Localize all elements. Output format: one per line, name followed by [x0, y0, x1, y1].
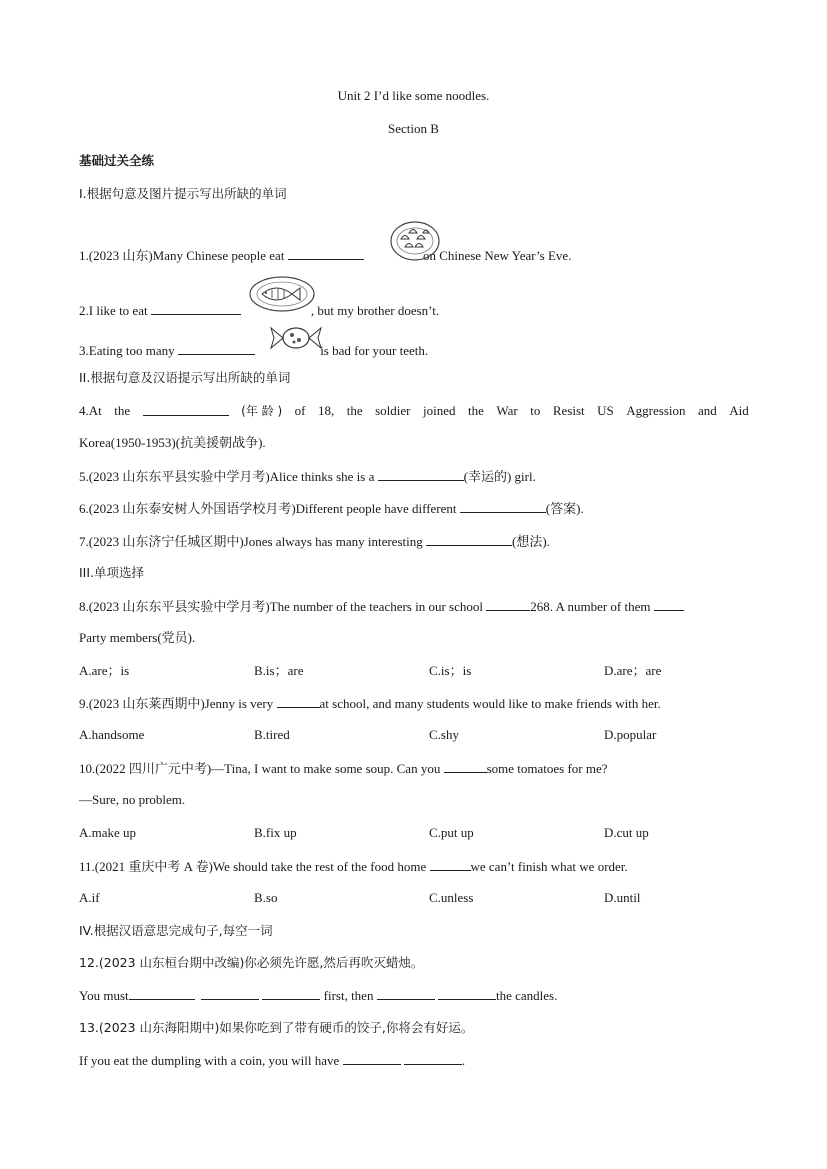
- dumplings-plate-icon: [389, 219, 441, 263]
- q12-blank-2[interactable]: [201, 986, 259, 1000]
- q5-suffix: (幸运的) girl.: [463, 469, 536, 484]
- q2-prefix: 2.I like to eat: [79, 303, 151, 318]
- q10-option-c[interactable]: C.put up: [429, 825, 474, 840]
- question-9: [79, 694, 661, 713]
- question-5: [79, 467, 536, 486]
- question-3: [79, 341, 428, 360]
- question-10: [79, 759, 608, 778]
- question-8-line2: Party members(党员).: [79, 630, 196, 645]
- q4-word: to: [530, 403, 541, 418]
- q6-blank[interactable]: [460, 499, 546, 513]
- question-12-english: [79, 986, 557, 1005]
- q7-prefix: 7.(2023 山东济宁任城区期中)Jones always has many interesting: [79, 534, 426, 549]
- q11-blank[interactable]: [430, 857, 471, 871]
- unit-title: Unit 2 I’d like some noodles.: [337, 88, 490, 103]
- q7-suffix: (想法).: [511, 534, 550, 549]
- q11-option-d[interactable]: D.until: [604, 890, 641, 905]
- question-13-english: [79, 1051, 465, 1070]
- q3-prefix: 3.Eating too many: [79, 343, 178, 358]
- q4-word: the: [468, 403, 484, 418]
- q6-suffix: (答案).: [545, 501, 584, 516]
- q8-blank-2[interactable]: [654, 597, 684, 611]
- q2-suffix: , but my brother doesn’t.: [310, 303, 440, 318]
- q4-word: the: [114, 403, 131, 418]
- part2-heading: II.根据句意及汉语提示写出所缺的单词: [79, 370, 291, 385]
- q9-option-c[interactable]: C.shy: [429, 727, 459, 742]
- q4-word: joined: [423, 403, 456, 418]
- q3-suffix: is bad for your teeth.: [316, 343, 429, 358]
- q1-blank[interactable]: [288, 246, 364, 260]
- q13-blank-1[interactable]: [343, 1051, 401, 1065]
- q12-prefix: You must: [79, 988, 129, 1003]
- q11-option-a[interactable]: A.if: [79, 890, 100, 905]
- q9-suffix: at school, and many students would like to make friends with her.: [319, 696, 661, 711]
- q12-suffix: the candles.: [495, 988, 558, 1003]
- q12-blank-5[interactable]: [438, 986, 496, 1000]
- q12-blank-3[interactable]: [262, 986, 320, 1000]
- q8-option-d[interactable]: D.are；are: [604, 663, 662, 678]
- q1-prefix: 1.(2023 山东)Many Chinese people eat: [79, 248, 288, 263]
- q9-blank[interactable]: [277, 694, 320, 708]
- q4-word: the: [346, 403, 363, 418]
- question-7: [79, 532, 550, 551]
- q10-option-b[interactable]: B.fix up: [254, 825, 297, 840]
- q4-word: US: [597, 403, 614, 418]
- question-6: [79, 499, 584, 518]
- question-8: [79, 597, 684, 616]
- q4-word: 18,: [317, 403, 335, 418]
- question-11: [79, 857, 628, 876]
- q11-option-c[interactable]: C.unless: [429, 890, 474, 905]
- q4-word: Aggression: [626, 403, 686, 418]
- question-1: [79, 246, 571, 265]
- q12-blank-4[interactable]: [377, 986, 435, 1000]
- q4-word: and: [698, 403, 717, 418]
- candy-icon: [266, 321, 326, 355]
- q10-suffix: some tomatoes for me?: [486, 761, 608, 776]
- q4-hint: (年 龄 ): [241, 404, 283, 418]
- part4-heading: IV.根据汉语意思完成句子,每空一词: [79, 923, 273, 938]
- q4-word: Resist: [552, 403, 585, 418]
- question-4-line1: [79, 402, 749, 420]
- part3-heading: III.单项选择: [79, 565, 145, 580]
- q9-option-b[interactable]: B.tired: [254, 727, 290, 742]
- q4-blank[interactable]: [143, 402, 229, 416]
- q10-option-d[interactable]: D.cut up: [604, 825, 649, 840]
- q11-prefix: 11.(2021 重庆中考 A 卷)We should take the rest of the food home: [79, 859, 430, 874]
- q4-word: soldier: [375, 403, 411, 418]
- q13-prefix: If you eat the dumpling with a coin, you will have: [79, 1053, 343, 1068]
- q8-option-a[interactable]: A.are；is: [79, 663, 130, 678]
- question-10-line2: —Sure, no problem.: [79, 792, 186, 807]
- q8-prefix: 8.(2023 山东东平县实验中学月考)The number of the teachers in our school: [79, 599, 487, 614]
- part1-heading: I.根据句意及图片提示写出所缺的单词: [79, 186, 287, 201]
- section-title: Section B: [388, 121, 439, 136]
- q4-word: War: [496, 403, 518, 418]
- q8-option-c[interactable]: C.is；is: [429, 663, 472, 678]
- q9-option-a[interactable]: A.handsome: [79, 727, 145, 742]
- q13-suffix: .: [461, 1053, 466, 1068]
- q8-option-b[interactable]: B.is；are: [254, 663, 304, 678]
- question-12-chinese: 12.(2023 山东桓台期中改编)你必须先许愿,然后再吹灭蜡烛。: [79, 955, 424, 970]
- q10-blank[interactable]: [444, 759, 487, 773]
- practice-title: 基础过关全练: [79, 153, 155, 168]
- question-13-chinese: 13.(2023 山东海阳期中)如果你吃到了带有硬币的饺子,你将会有好运。: [79, 1020, 474, 1035]
- q11-option-b[interactable]: B.so: [254, 890, 278, 905]
- q12-blank-1[interactable]: [129, 986, 195, 1000]
- q13-blank-2[interactable]: [404, 1051, 462, 1065]
- q6-prefix: 6.(2023 山东泰安树人外国语学校月考)Different people have different: [79, 501, 460, 516]
- q12-mid: first, then: [320, 988, 377, 1003]
- q9-option-d[interactable]: D.popular: [604, 727, 657, 742]
- q1-suffix: on Chinese New Year’s Eve.: [419, 248, 572, 263]
- q4-word: of: [294, 403, 306, 418]
- q11-suffix: we can’t finish what we order.: [470, 859, 628, 874]
- q5-blank[interactable]: [378, 467, 464, 481]
- q4-word: Aid: [729, 403, 749, 418]
- q8-mid: 268. A number of them: [530, 599, 654, 614]
- q3-blank[interactable]: [178, 341, 255, 355]
- q10-prefix: 10.(2022 四川广元中考)—Tina, I want to make some soup. Can you: [79, 761, 444, 776]
- q4-word: 4.At: [79, 403, 102, 418]
- fish-plate-icon: [248, 274, 316, 314]
- q9-prefix: 9.(2023 山东莱西期中)Jenny is very: [79, 696, 277, 711]
- question-4-line2: Korea(1950-1953)(抗美援朝战争).: [79, 435, 266, 450]
- q5-prefix: 5.(2023 山东东平县实验中学月考)Alice thinks she is a: [79, 469, 378, 484]
- q10-option-a[interactable]: A.make up: [79, 825, 137, 840]
- q2-blank[interactable]: [151, 301, 241, 315]
- q7-blank[interactable]: [426, 532, 512, 546]
- q8-blank-1[interactable]: [486, 597, 530, 611]
